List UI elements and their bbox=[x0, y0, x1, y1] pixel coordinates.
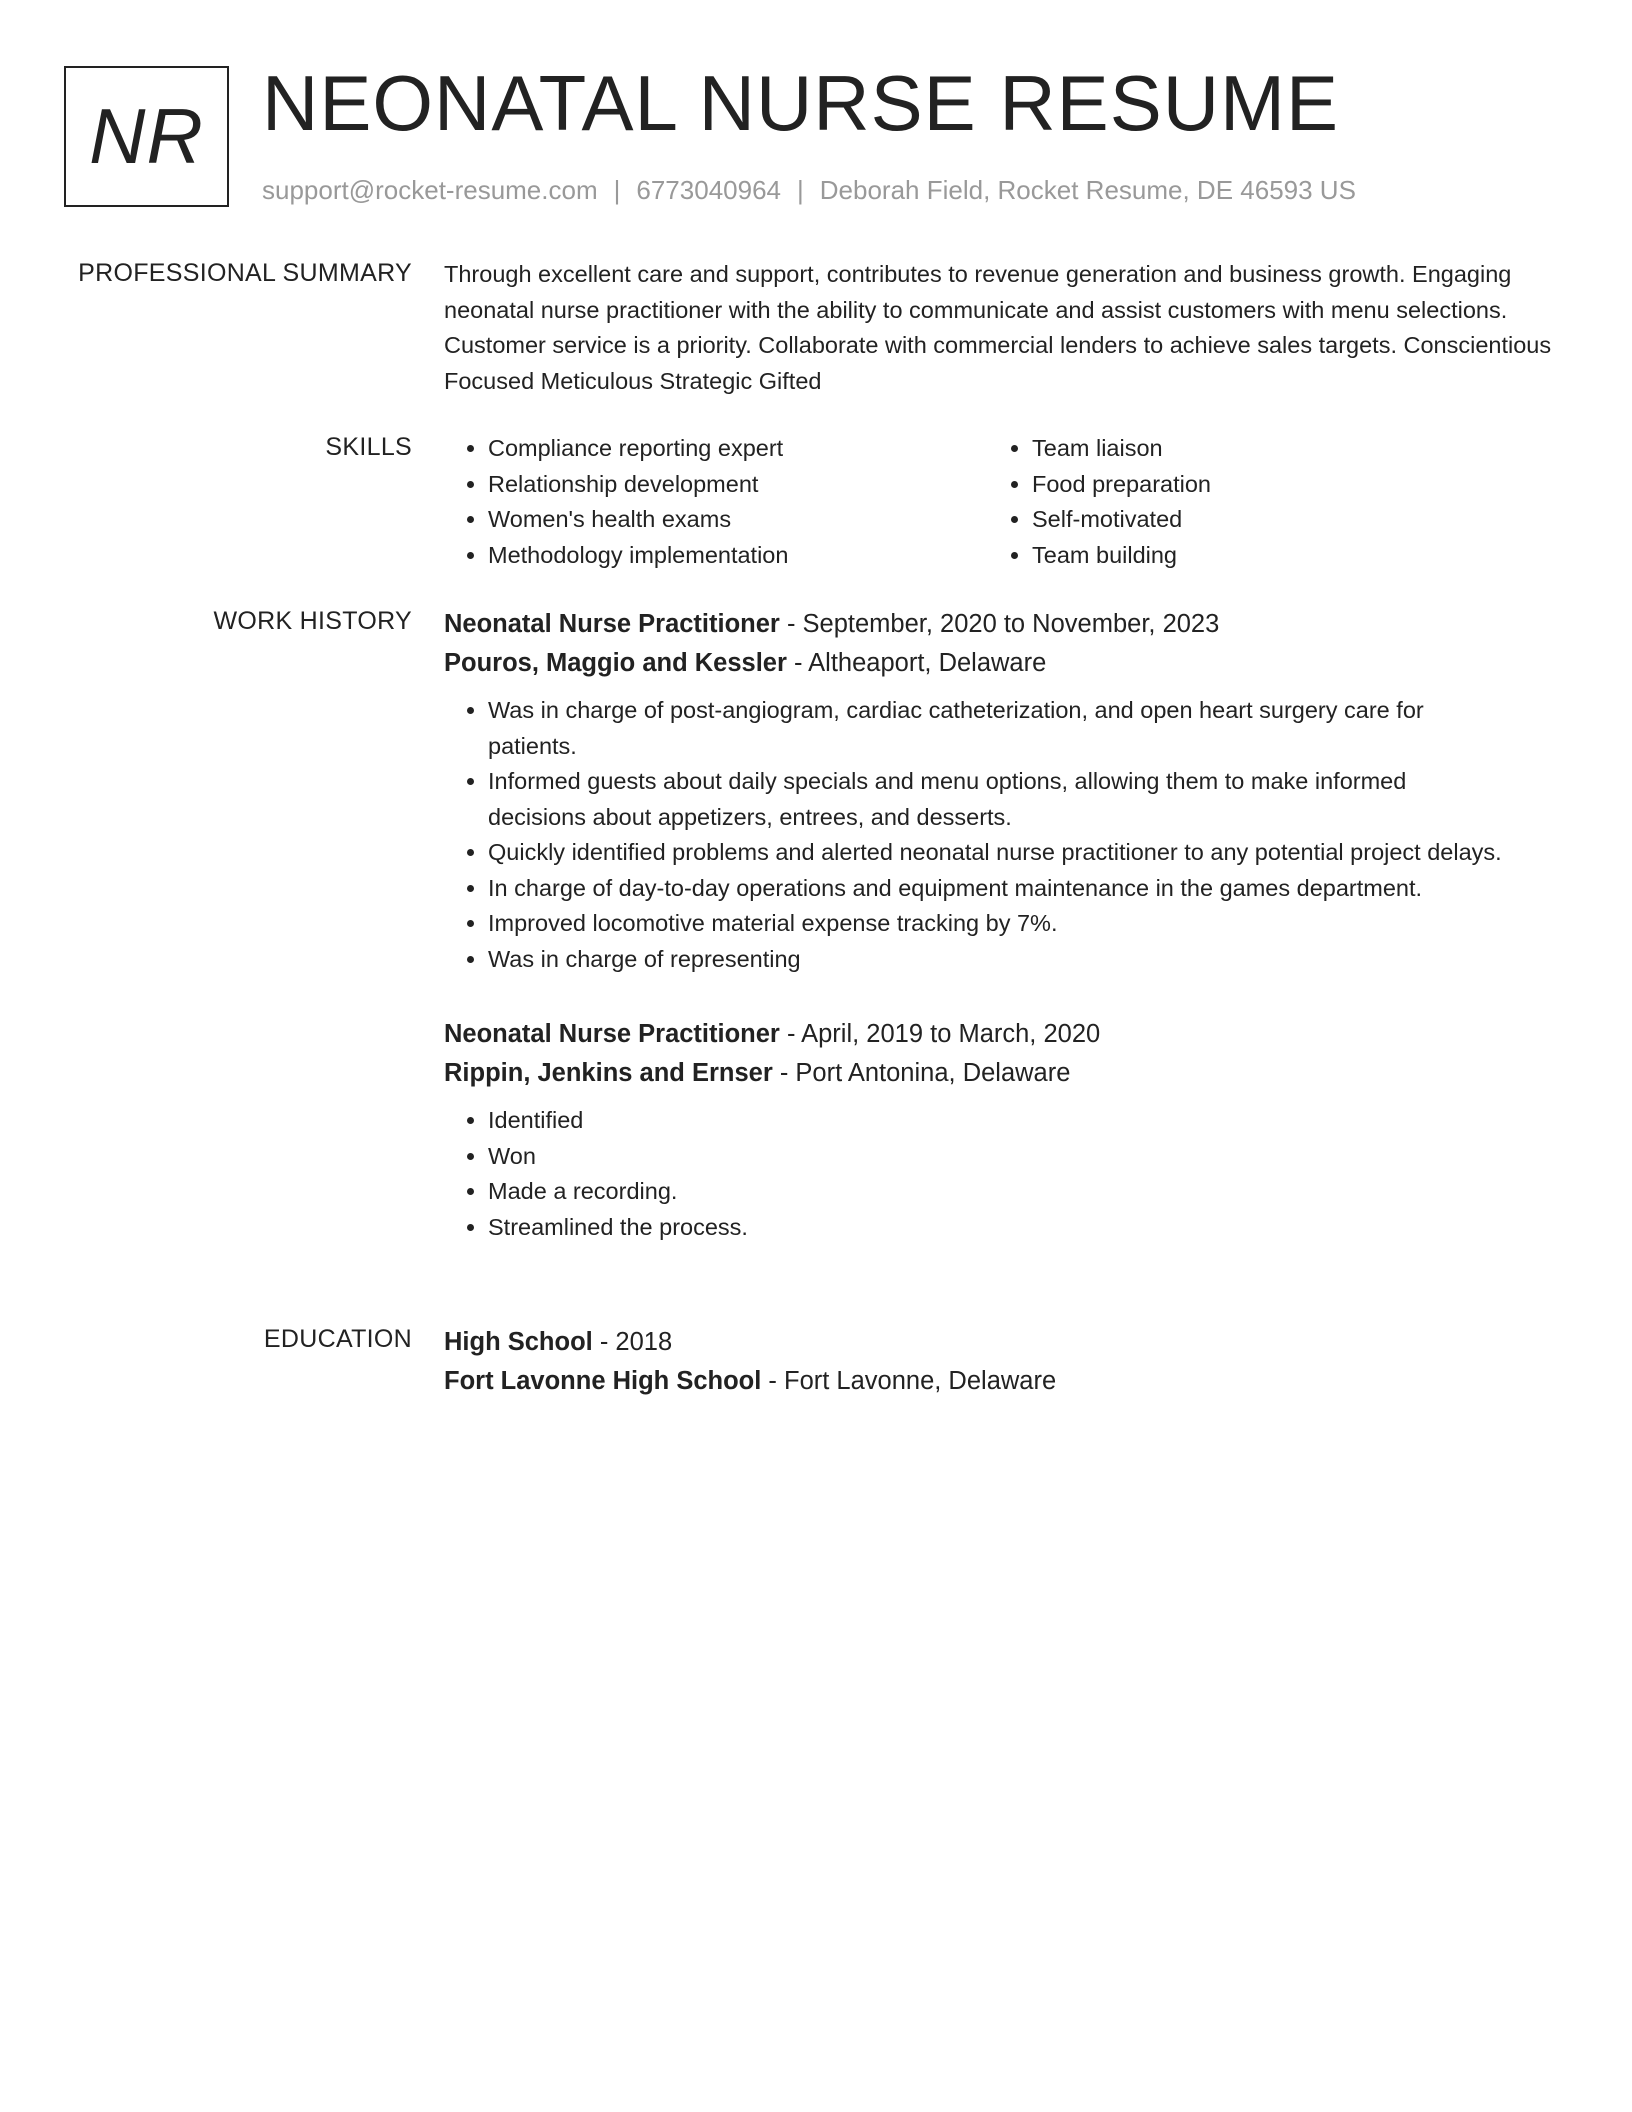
education-body bbox=[444, 1323, 1564, 1401]
job-bullet: • Made a recording. bbox=[488, 1174, 1564, 1210]
skill-item: • Team building bbox=[1032, 538, 1532, 574]
job-title-line bbox=[444, 605, 1564, 644]
summary-section bbox=[64, 257, 1564, 407]
job-bullet: • Informed guests about daily specials and menu options, allowing them to make informed decisions about appetizers, entrees, and desserts. bbox=[488, 764, 1564, 835]
job-company: Pouros, Maggio and Kessler bbox=[444, 649, 787, 677]
job-entry bbox=[444, 1015, 1564, 1245]
skill-item: • Women's health exams bbox=[488, 502, 988, 538]
education-school-line bbox=[444, 1362, 1564, 1401]
job-company-line bbox=[444, 644, 1564, 683]
skill-item: • Methodology implementation bbox=[488, 538, 988, 574]
contact-address: Deborah Field, Rocket Resume, DE 46593 US bbox=[819, 175, 1356, 205]
monogram-logo: NR bbox=[64, 66, 229, 207]
job-bullet: • In charge of day-to-day operations and equipment maintenance in the games department. bbox=[488, 871, 1564, 907]
job-title: Neonatal Nurse Practitioner bbox=[444, 610, 780, 638]
contact-separator: | bbox=[613, 175, 621, 205]
job-company: Rippin, Jenkins and Ernser bbox=[444, 1059, 773, 1087]
work-heading: WORK HISTORY bbox=[213, 607, 412, 635]
contact-email: support@rocket-resume.com bbox=[262, 175, 598, 205]
job-entry bbox=[444, 605, 1564, 977]
work-body bbox=[444, 605, 1564, 1283]
summary-body bbox=[444, 257, 1564, 399]
skills-list-right bbox=[988, 431, 1532, 573]
job-bullets bbox=[444, 1103, 1564, 1245]
job-title: Neonatal Nurse Practitioner bbox=[444, 1020, 780, 1048]
work-section bbox=[64, 605, 1564, 1305]
skills-list-left bbox=[444, 431, 988, 573]
skill-item: • Relationship development bbox=[488, 467, 988, 503]
contact-phone: 6773040964 bbox=[636, 175, 781, 205]
education-degree: High School bbox=[444, 1328, 593, 1356]
job-bullet: • Quickly identified problems and alerted neonatal nurse practitioner to any potential project delays. bbox=[488, 835, 1564, 871]
summary-text: Through excellent care and support, contributes to revenue generation and business growth. Engaging neonatal nurse practitioner with the ability to communicate and assist customers with menu selections. Customer service is a priority. Collaborate with commercial lenders to achieve sales targets. Conscientious Focused Meticulous Strategic Gifted bbox=[444, 261, 1552, 394]
skill-item: • Team liaison bbox=[1032, 431, 1532, 467]
contact-line bbox=[262, 174, 1356, 206]
job-bullet: • Was in charge of post-angiogram, cardiac catheterization, and open heart surgery care for patients. bbox=[488, 693, 1564, 764]
skill-item: • Compliance reporting expert bbox=[488, 431, 988, 467]
skill-item: • Food preparation bbox=[1032, 467, 1532, 503]
job-bullet: • Improved locomotive material expense tracking by 7%. bbox=[488, 906, 1564, 942]
education-year: - 2018 bbox=[592, 1328, 673, 1356]
job-location: - Port Antonina, Delaware bbox=[772, 1059, 1071, 1087]
job-company-line bbox=[444, 1054, 1564, 1093]
skill-item: • Self-motivated bbox=[1032, 502, 1532, 538]
job-title-line bbox=[444, 1015, 1564, 1054]
job-location: - Altheaport, Delaware bbox=[786, 649, 1047, 677]
education-school: Fort Lavonne High School bbox=[444, 1367, 762, 1395]
education-heading: EDUCATION bbox=[263, 1325, 412, 1353]
job-bullets bbox=[444, 693, 1564, 977]
education-degree-line bbox=[444, 1323, 1564, 1362]
contact-separator: | bbox=[797, 175, 804, 205]
skills-section bbox=[64, 431, 1564, 581]
education-section bbox=[64, 1323, 1564, 1423]
skills-body bbox=[444, 431, 1564, 573]
job-bullet: • Was in charge of representing bbox=[488, 942, 1564, 978]
job-dates: - September, 2020 to November, 2023 bbox=[779, 610, 1220, 638]
job-bullet: • Won bbox=[488, 1139, 1564, 1175]
summary-heading: PROFESSIONAL SUMMARY bbox=[78, 259, 412, 287]
skills-heading: SKILLS bbox=[325, 433, 412, 461]
education-location: - Fort Lavonne, Delaware bbox=[761, 1367, 1057, 1395]
job-bullet: • Streamlined the process. bbox=[488, 1210, 1564, 1246]
job-bullet: • Identified bbox=[488, 1103, 1564, 1139]
job-dates: - April, 2019 to March, 2020 bbox=[779, 1020, 1101, 1048]
resume-title: NEONATAL NURSE RESUME bbox=[262, 59, 1340, 147]
